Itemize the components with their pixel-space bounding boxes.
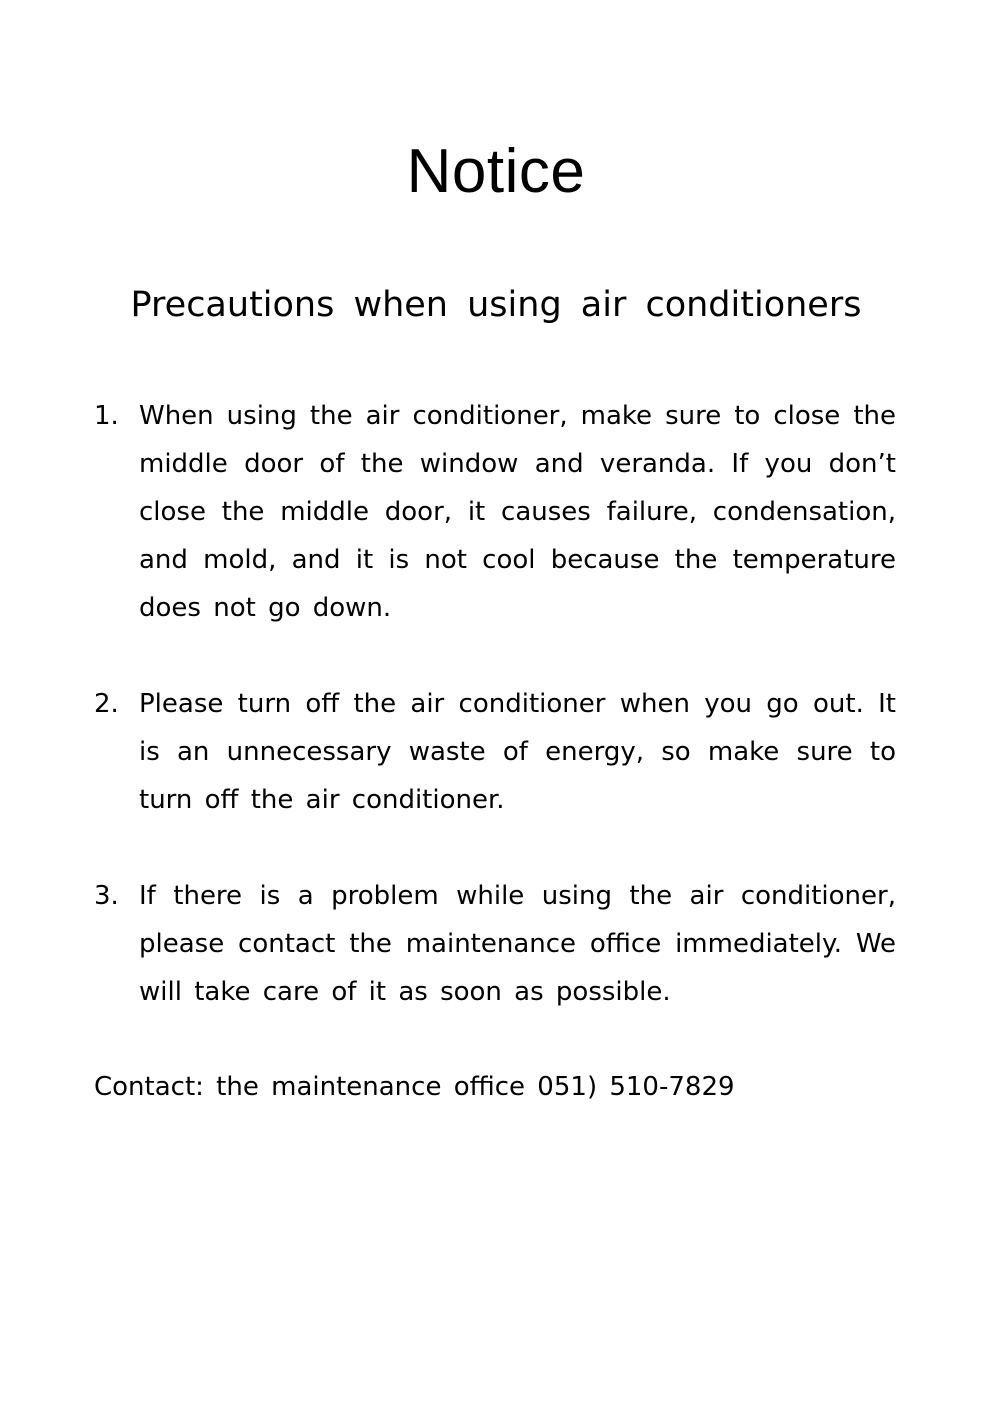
item-text: If there is a problem while using the air conditioner, please contact the maintenance office immediately. We will take care of it as soon as possible. — [139, 881, 896, 1007]
list-item — [94, 872, 896, 1016]
list-item — [94, 680, 896, 824]
item-number: 2. — [94, 689, 119, 719]
item-number: 1. — [94, 401, 119, 431]
item-text: Please turn off the air conditioner when you go out. It is an unnecessary waste of energy, so make sure to turn off the air conditioner. — [139, 689, 896, 815]
item-text: When using the air conditioner, make sure to close the middle door of the window and veranda. If you don’t close the middle door, it causes failure, condensation, and mold, and it is not cool because the temperature does not go down. — [139, 401, 896, 623]
page-title: Notice — [406, 137, 586, 206]
list-item — [94, 392, 896, 632]
item-number: 3. — [94, 881, 119, 911]
contact-info: Contact: the maintenance office 051) 510-7829 — [94, 1072, 735, 1102]
precautions-list — [94, 392, 896, 1064]
page-subtitle: Precautions when using air conditioners — [130, 285, 862, 325]
